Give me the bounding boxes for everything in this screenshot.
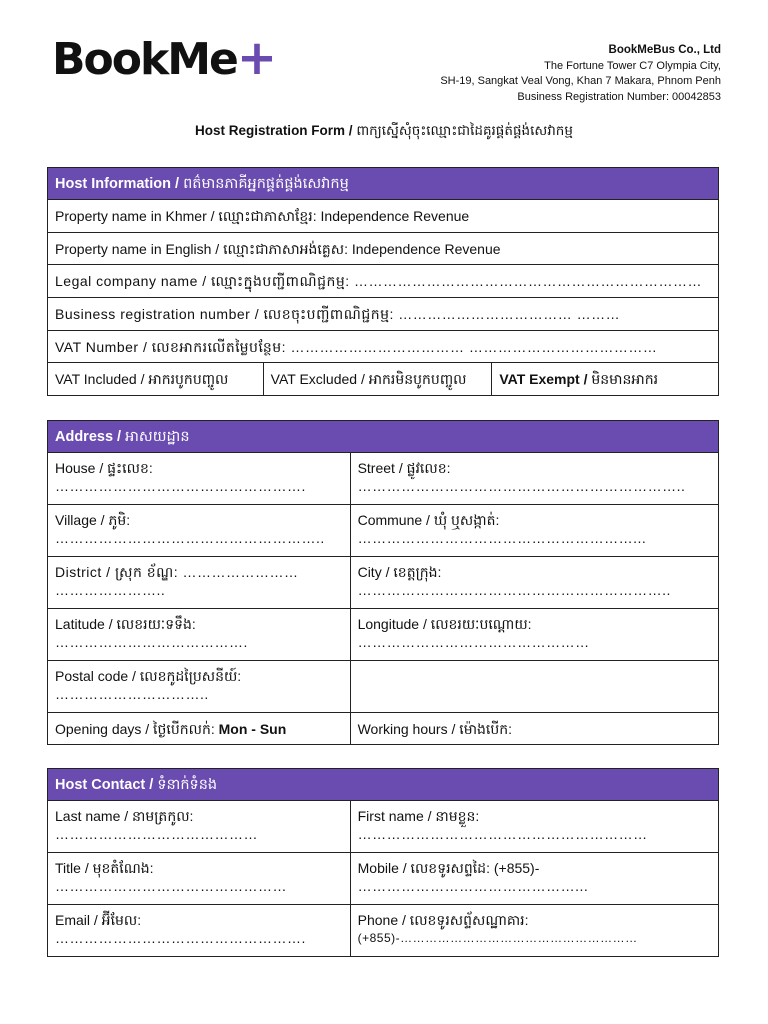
host-contact-header [48,769,719,801]
opening-days-value: Mon - Sun [218,720,287,737]
last-name-field[interactable] [48,801,351,853]
property-name-khmer-field[interactable]: Property name in Khmer / ឈ្មោះជាភាសាខ្មែរ: Independence Revenue [48,200,719,233]
form-title-km: ពាក្យស្នើសុំចុះឈ្មោះជាដៃគូរផ្គត់ផ្គង់សេវាកម្ម [356,123,573,138]
header-en: Address / [55,428,122,445]
city-field[interactable] [350,557,718,609]
village-field[interactable] [48,505,351,557]
company-registration: Business Registration Number: 00042853 [517,90,721,103]
latitude-label: Latitude / លេខរយៈទទឹង: [55,616,196,632]
host-information-table [47,167,719,396]
email-field[interactable] [48,905,351,957]
street-field[interactable] [350,453,718,505]
company-address-1: The Fortune Tower C7 Olympia City, [544,59,721,72]
legal-company-name-field[interactable]: Legal company name / ឈ្មោះក្នុងបញ្ជីពាណិជ្ជកម្ម: ……………………………………………………………… [48,265,719,298]
working-hours-field[interactable]: Working hours / ម៉ោងបើក: [350,713,718,745]
first-name-dots: …………………………………………………… [357,826,648,842]
last-name-label: Last name / នាមត្រកូល: [55,808,194,824]
house-label: House / ផ្ទះលេខ: [55,460,153,476]
mobile-dots: ………………………………………... [357,878,589,894]
phone-field[interactable] [350,905,718,957]
vat-exempt-option[interactable] [492,363,719,396]
vat-exempt-en: VAT Exempt / [499,371,588,387]
opening-days-field[interactable] [48,713,351,745]
header-en: Host Contact / [55,776,154,793]
last-name-dots: …………………………………… [55,826,258,842]
property-name-english-field[interactable]: Property name in English / ឈ្មោះជាភាសាអង់គ្លេស: Independence Revenue [48,233,719,265]
longitude-dots: ………………………………………… [357,634,590,650]
postal-label: Postal code / លេខកូដប្រៃសនីយ៍: [55,668,242,684]
company-info [440,43,721,105]
postal-code-field[interactable] [48,661,351,713]
commune-field[interactable] [350,505,718,557]
commune-dots: …………………………………………………... [357,530,647,546]
host-contact-table [47,768,719,957]
mobile-field[interactable] [350,853,718,905]
village-label: Village / ភូមិ: [55,512,131,528]
company-address-2: SH-19, Sangkat Veal Vong, Khan 7 Makara, Phnom Penh [440,75,721,87]
village-dots: ……………………………………………….. [55,530,325,546]
vat-exempt-km: មិនមានអាករ [591,371,659,387]
title-field[interactable] [48,853,351,905]
district-field[interactable] [48,557,351,609]
first-name-field[interactable] [350,801,718,853]
address-header [48,421,719,453]
street-dots: ………………………………………………………….. [357,478,686,494]
logo-text: BookMe [52,34,237,85]
longitude-label: Longitude / លេខរយៈបណ្តោយ: [357,616,532,632]
header-en: Host Information / [55,175,180,192]
phone-label: Phone / លេខទូរសព្ទ័សណ្ឋាគារ: [357,912,529,928]
vat-number-field[interactable]: VAT Number / លេខអាករលើតម្លៃបន្ថែម: ……………………………… ………………………………… [48,331,719,363]
header-km: អាសយដ្ឋាន [125,428,190,445]
form-title [0,122,768,142]
title-label: Title / មុខតំណែង: [55,860,154,876]
header-km: ពត៌មានភាគីអ្នកផ្គត់ផ្គង់សេវាកម្ម [183,175,349,192]
opening-days-label: Opening days / ថ្ងៃបើកលក់: [55,720,215,737]
city-dots: ……………………………………………………….. [357,582,671,598]
commune-label: Commune / ឃុំ ឬសង្កាត់: [357,512,500,528]
header-km: ទំនាក់ទំនង [157,776,218,793]
house-dots: ……………………………………………. [55,478,306,494]
latitude-field[interactable] [48,609,351,661]
vat-excluded-option[interactable]: VAT Excluded / អាករមិនបូកបញ្ចូល [263,363,492,396]
email-dots: ……………………………………………. [55,930,306,946]
bookme-logo [52,30,276,86]
district-label: District / ស្រុក ខ័ណ្ឌ: …………………… [55,564,299,580]
house-field[interactable] [48,453,351,505]
vat-included-option[interactable]: VAT Included / អាករបូកបញ្ចូល [48,363,264,396]
first-name-label: First name / នាមខ្លួន: [357,808,480,824]
logo-plus: + [236,30,276,86]
latitude-dots: …………………………………. [55,634,248,650]
longitude-field[interactable] [350,609,718,661]
district-dots: ………………….. [55,582,166,598]
address-table [47,420,719,745]
phone-value: (+855)-………………………………………………… [357,931,638,945]
empty-cell [350,661,718,713]
business-registration-field[interactable]: Business registration number / លេខចុះបញ្ជីពាណិជ្ជកម្ម: ……………………………… ……… [48,298,719,331]
street-label: Street / ផ្លូវលេខ: [357,460,451,476]
email-label: Email / អ៊ីមែល: [55,912,142,928]
company-name: BookMeBus Co., Ltd [608,44,721,56]
postal-dots: ………………………….. [55,686,209,702]
title-dots: ………………………………………… [55,878,287,894]
mobile-label: Mobile / លេខទូរសព្ទដៃ: (+855)- [357,860,540,876]
city-label: City / ខេត្តក្រុង: [357,564,442,580]
form-title-en: Host Registration Form / [195,123,353,138]
host-information-header [48,168,719,200]
